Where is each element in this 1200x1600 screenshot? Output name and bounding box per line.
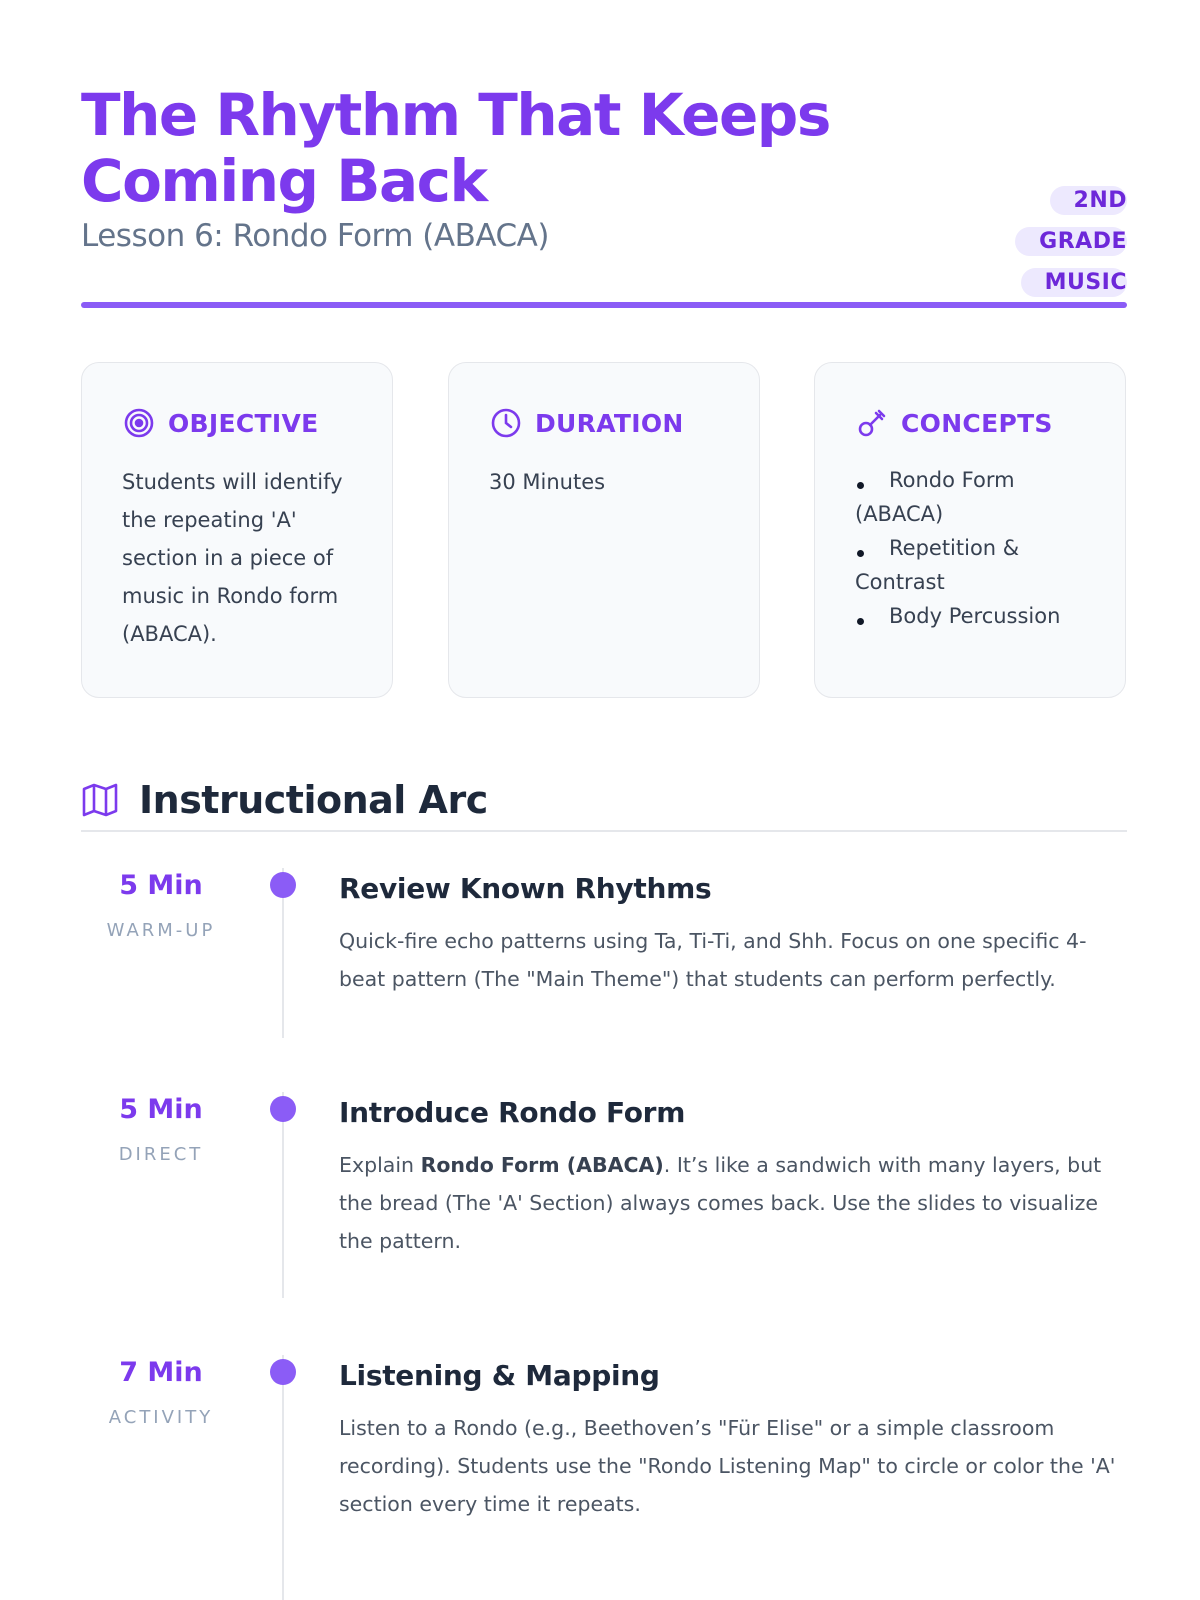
step-description: Quick-fire echo patterns using Ta, Ti-Ti, and Shh. Focus on one specific 4-beat pattern (The "Main Theme") that students can perform perfectly.	[339, 929, 1087, 991]
timeline-line	[282, 1355, 284, 1600]
concepts-label: CONCEPTS	[901, 408, 1053, 438]
duration-card	[448, 362, 760, 698]
lesson-subtitle: Lesson 6: Rondo Form (ABACA)	[81, 218, 549, 254]
summary-cards	[81, 362, 1127, 698]
target-icon	[122, 406, 156, 440]
objective-card-header	[122, 403, 352, 443]
duration-label: DURATION	[535, 408, 684, 438]
concept-item: Rondo Form (ABACA)	[855, 468, 1015, 526]
grade-badge-line2: MUSIC	[1021, 268, 1127, 297]
step-description-emphasis: Rondo Form (ABACA)	[420, 1153, 664, 1177]
timeline-step	[81, 1092, 1127, 1298]
concepts-card-header	[855, 403, 1085, 443]
duration-text: 30 Minutes	[489, 470, 606, 494]
step-description: Listen to a Rondo (e.g., Beethoven’s "Für Elise" or a simple classroom recording). Students use the "Rondo Listening Map" to circle or color the 'A' section every time it repeats.	[339, 1416, 1116, 1516]
step-duration: 5 Min	[119, 1094, 203, 1125]
step-title: Introduce Rondo Form	[339, 1096, 686, 1129]
timeline-step	[81, 868, 1127, 1038]
concepts-list	[855, 463, 1085, 633]
timeline-dot	[270, 872, 296, 898]
timeline-dot	[270, 1096, 296, 1122]
step-duration: 7 Min	[119, 1357, 203, 1388]
timeline-line	[282, 1092, 284, 1298]
concept-item: Repetition & Contrast	[855, 536, 1020, 594]
grade-badge-line1: 2ND GRADE	[1015, 186, 1127, 256]
timeline-step	[81, 1355, 1127, 1600]
music-note-icon	[855, 406, 889, 440]
objective-text: Students will identify the repeating 'A' section in a piece of music in Rondo form (ABACA).	[122, 470, 343, 646]
objective-card	[81, 362, 393, 698]
lesson-header	[81, 0, 1127, 310]
step-duration: 5 Min	[119, 870, 203, 901]
timeline-dot	[270, 1359, 296, 1385]
section-title: Instructional Arc	[139, 778, 488, 822]
lesson-plan-page	[81, 0, 1127, 1516]
map-icon	[81, 780, 121, 820]
clock-icon	[489, 406, 523, 440]
grade-badge	[955, 180, 1127, 303]
step-phase: DIRECT	[118, 1144, 204, 1165]
objective-label: OBJECTIVE	[168, 408, 319, 438]
section-divider	[81, 830, 1127, 832]
page-title: The Rhythm That Keeps Coming Back	[81, 81, 830, 215]
instructional-arc-heading	[81, 768, 1127, 832]
duration-card-header	[489, 403, 719, 443]
concept-item: Body Percussion	[889, 604, 1061, 628]
step-title: Listening & Mapping	[339, 1359, 660, 1392]
step-phase: ACTIVITY	[108, 1407, 214, 1428]
step-description: Explain Rondo Form (ABACA). It’s like a sandwich with many layers, but the bread (The 'A' Section) always comes back. Use the slides to visualize the pattern.	[339, 1153, 1102, 1253]
header-divider	[81, 302, 1127, 308]
step-phase: WARM-UP	[106, 920, 216, 941]
concepts-card	[814, 362, 1126, 698]
step-title: Review Known Rhythms	[339, 872, 712, 905]
